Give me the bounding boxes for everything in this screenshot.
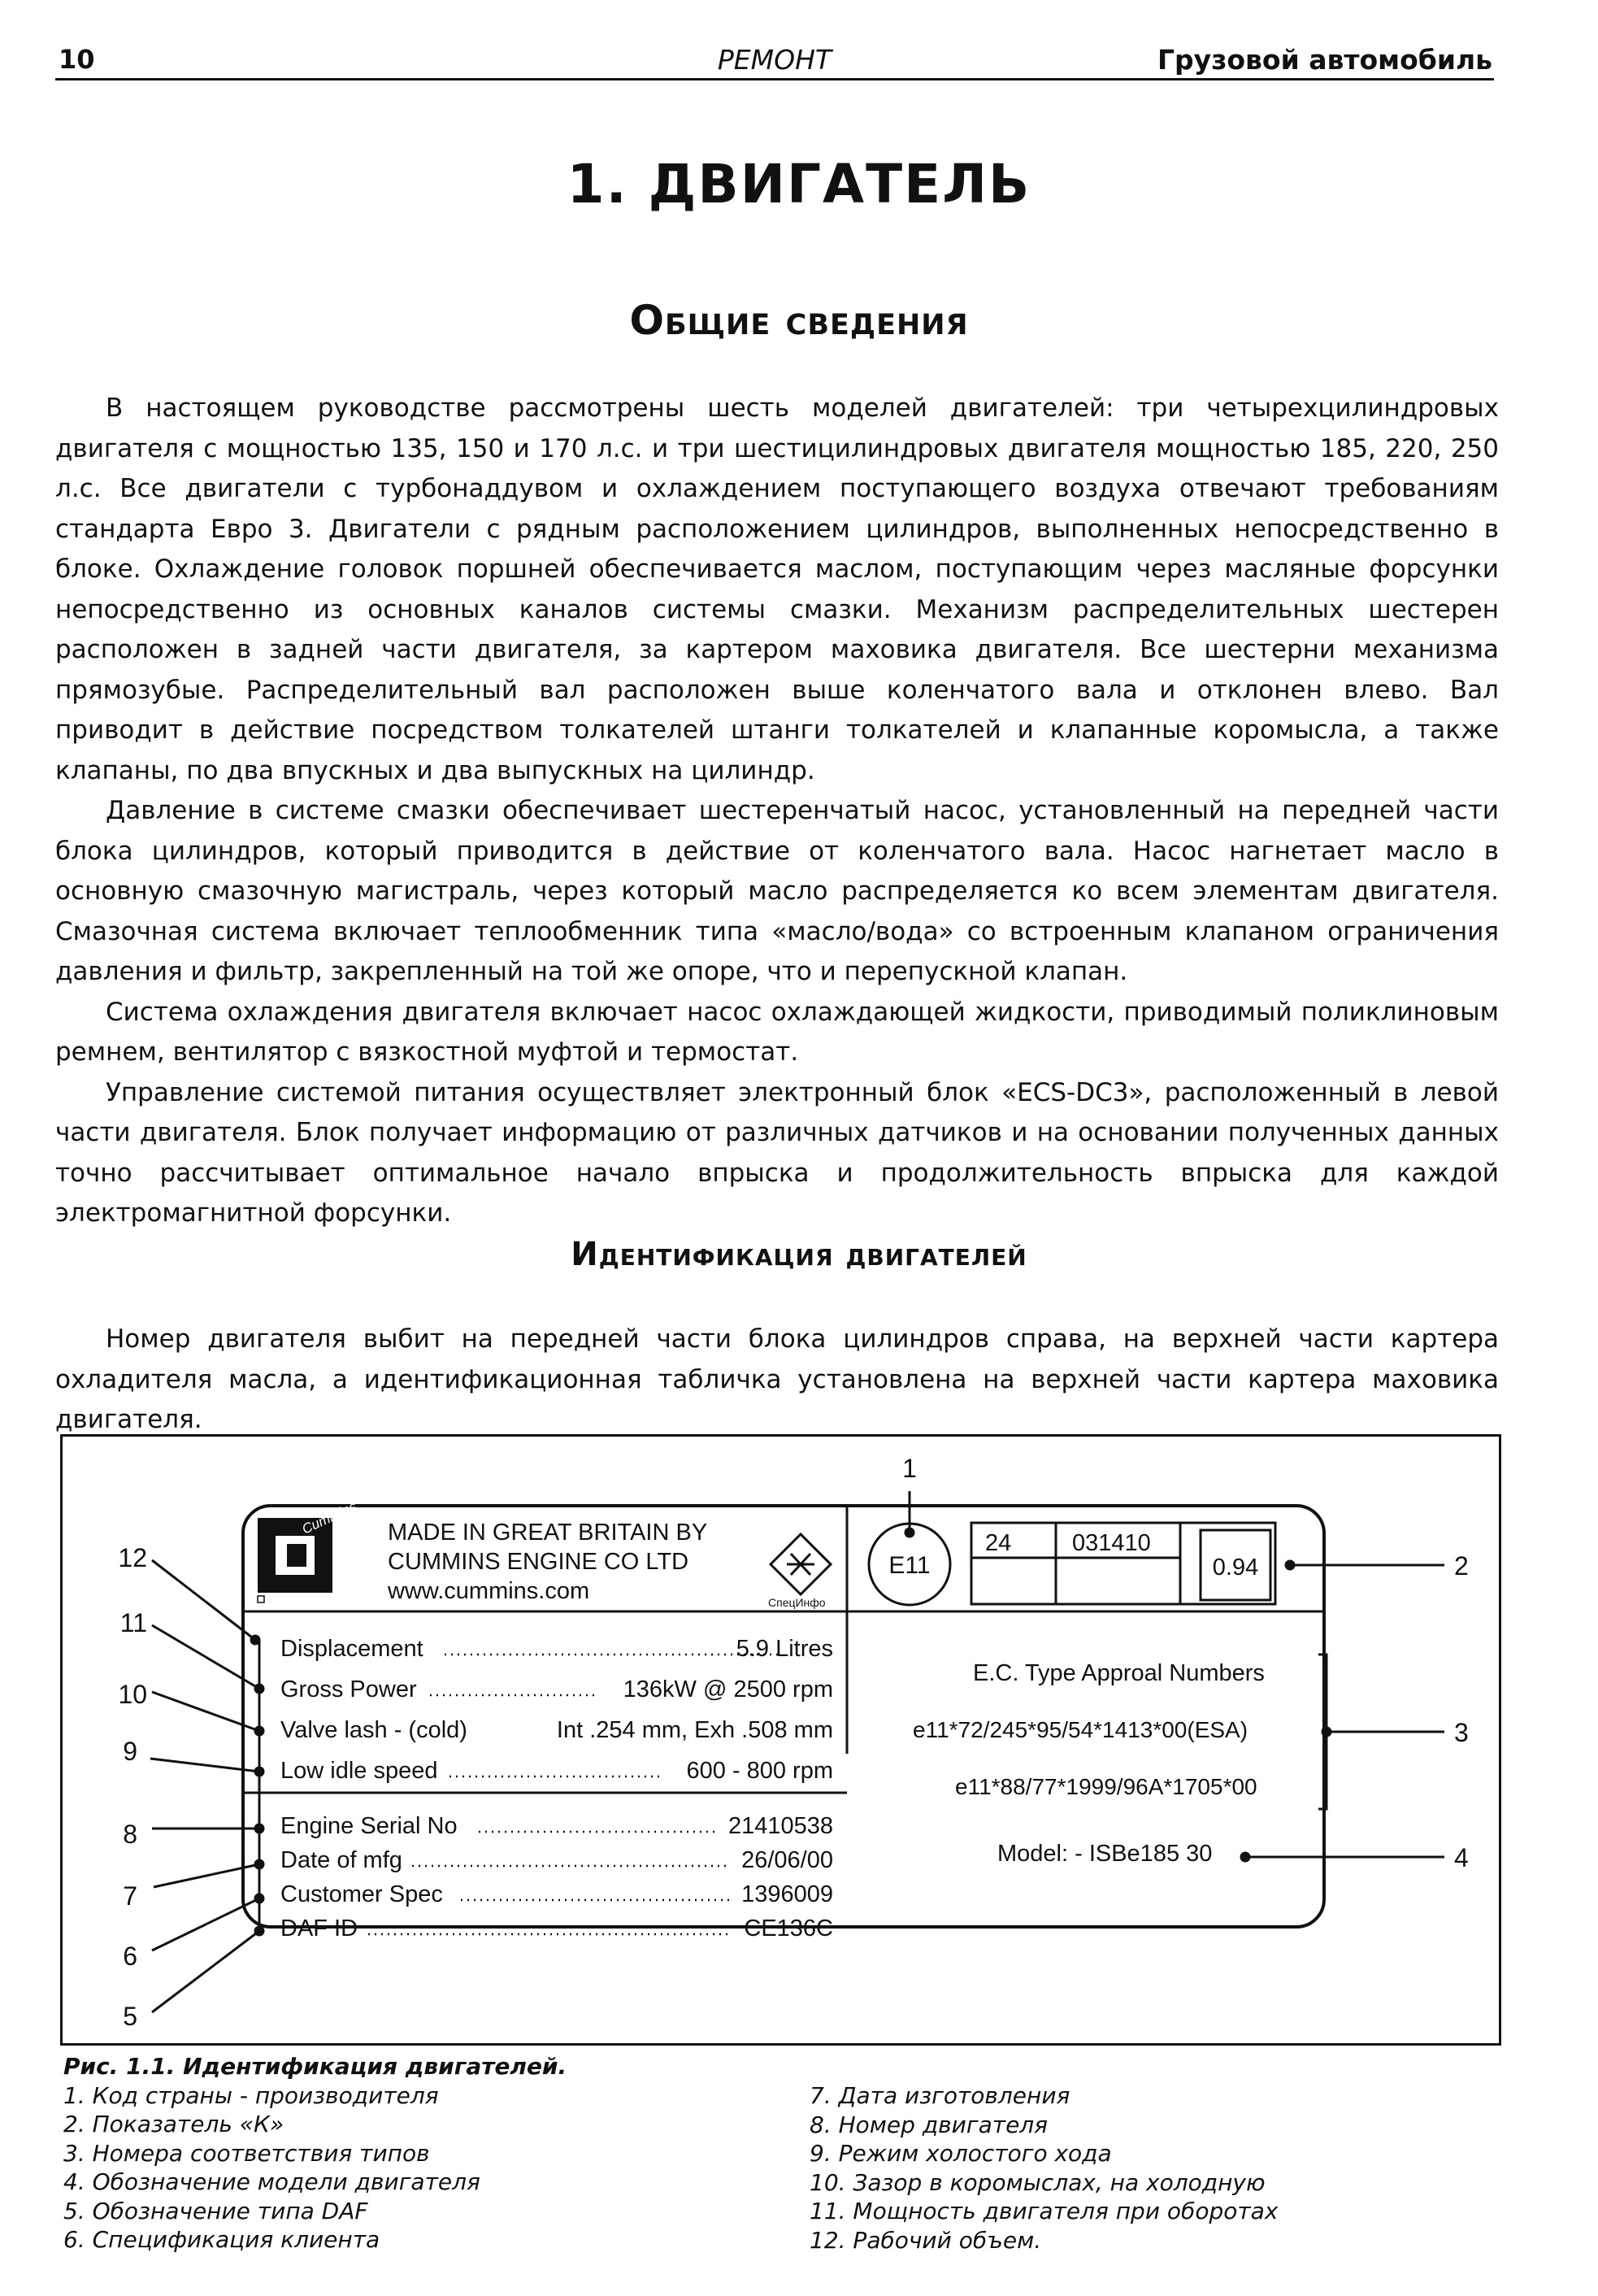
- callout-number: 11: [119, 1608, 147, 1637]
- legend-item: 5. Обозначение типа DAF: [63, 2197, 368, 2224]
- paragraph: Система охлаждения двигателя включает насос охлаждающей жидкости, приводимый поликлиновым ремнем, вентилятор с вязкостной муфтой и термостат.: [55, 997, 1499, 1067]
- callout-number: 2: [1454, 1551, 1469, 1581]
- row-value: 600 - 800 rpm: [686, 1758, 833, 1784]
- callout-number: 1: [902, 1454, 917, 1483]
- legend-item: 7. Дата изготовления: [810, 2082, 1070, 2109]
- legend-item: 3. Номера соответствия типов: [63, 2139, 430, 2167]
- approval-number-1: e11*72/245*95/54*1413*00(ESA): [913, 1717, 1248, 1742]
- legend-item: 2. Показатель «К»: [63, 2111, 284, 2137]
- page-number: 10: [59, 44, 95, 75]
- chapter-title: 1. ДВИГАТЕЛЬ: [567, 153, 1031, 215]
- callout-number: 9: [123, 1737, 137, 1766]
- model-designation: Model: - ISBe185 30: [997, 1841, 1213, 1867]
- section-name: РЕМОНТ: [717, 44, 832, 76]
- legend-item: 1. Код страны - производителя: [63, 2081, 439, 2109]
- legend-item: 10. Зазор в коромыслах, на холодную: [810, 2168, 1266, 2196]
- general-text: [55, 389, 1499, 1234]
- running-header: [55, 42, 1494, 80]
- approval-title: E.C. Type Approal Numbers: [973, 1660, 1265, 1686]
- callout-dot: [905, 1528, 914, 1537]
- callout-dot: [1322, 1728, 1331, 1736]
- maker-line-3: www.cummins.com: [388, 1578, 590, 1604]
- legend-item: 6. Спецификация клиента: [63, 2226, 380, 2253]
- k-value: 0.94: [1212, 1555, 1259, 1581]
- logo-square: [258, 1596, 264, 1602]
- caption-title: Рис. 1.1. Идентификация двигателей.: [63, 2053, 567, 2080]
- row-value: Int .254 mm, Exh .508 mm: [556, 1717, 833, 1743]
- legend-item: 4. Обозначение модели двигателя: [63, 2168, 480, 2195]
- paragraph: В настоящем руководстве рассмотрены шесть моделей двигателей: три четырехцилиндровых двигателя с мощностью 135, 150 и 170 л.с. и три шестицилиндровых двигателя мощностью 185, 220, 250 л.с. Все двигатели с турбонаддувом и охлаждением поступающего воздуха отвечают требованиям стандарта Евро 3. Двигатели с рядным расположением цилиндров, выполненных непосредственно в блоке. Охлаждение головок поршней обеспечивается маслом, поступающим через масляные форсунки непосредственно из основных каналов системы смазки. Механизм распределительных шестерен расположен в задней части двигателя, за картером маховика двигателя. Все шестерни механизма прямозубые. Распределительный вал расположен выше коленчатого вала и отклонен влево. Вал приводит в действие посредством толкателей штанги толкателей и клапанные коромысла, а также клапаны, по два впускных и два выпускных на цилиндр.: [55, 394, 1499, 785]
- row-value: CE136C: [744, 1916, 833, 1942]
- logo-mark: [287, 1544, 306, 1567]
- row-label: Gross Power: [280, 1676, 417, 1702]
- grid-cell-a: 24: [985, 1530, 1012, 1556]
- row-value: 1396009: [741, 1881, 833, 1907]
- row-label: Customer Spec: [280, 1881, 443, 1907]
- row-label: Displacement: [280, 1636, 423, 1662]
- watermark: СпецИнфо: [768, 1596, 826, 1609]
- approval-number-2: e11*88/77*1999/96A*1705*00: [955, 1774, 1257, 1799]
- callout-number: 8: [123, 1820, 137, 1849]
- legend-item: 12. Рабочий объем.: [810, 2226, 1042, 2254]
- paragraph: Номер двигателя выбит на передней части блока цилиндров справа, на верхней части картера охладителя масла, а идентификационная табличка установлена на верхней части картера маховика двигателя.: [55, 1324, 1499, 1434]
- callout-dot: [1241, 1853, 1249, 1861]
- paragraph: Управление системой питания осуществляет электронный блок «ECS-DC3», расположенный в левой части двигателя. Блок получает информацию от различных датчиков и на основании полученных данных точно рассчитывает оптимальное начало впрыска и продолжительность впрыска для каждой электромагнитной форсунки.: [55, 1077, 1499, 1228]
- callout-number: 6: [123, 1942, 137, 1971]
- legend-item: 11. Мощность двигателя при оборотах: [810, 2198, 1279, 2224]
- callout-number: 10: [118, 1680, 147, 1709]
- figure-legend-right: [810, 2081, 1541, 2255]
- identification-text: [55, 1320, 1499, 1441]
- figure-caption: [63, 2052, 795, 2255]
- legend-item: 9. Режим холостого хода: [810, 2140, 1112, 2167]
- callout-number: 5: [123, 2002, 137, 2031]
- plate-rows: [243, 1636, 847, 1942]
- callout-dot: [1286, 1561, 1294, 1569]
- row-label: Engine Serial No: [280, 1813, 458, 1839]
- callout-line: [152, 1560, 255, 1640]
- engine-plate-diagram: [63, 1437, 1504, 2048]
- country-code: E11: [888, 1552, 931, 1579]
- row-label: Valve lash - (cold): [280, 1717, 467, 1743]
- maker-line-1: MADE IN GREAT BRITAIN BY: [388, 1520, 708, 1546]
- book-title: Грузовой автомобиль: [1157, 44, 1492, 76]
- logo-text: Cummins: [299, 1498, 359, 1537]
- identification-heading: Идентификация двигателей: [571, 1236, 1027, 1273]
- paragraph: Давление в системе смазки обеспечивает шестеренчатый насос, установленный на передней части блока цилиндров, который приводится в действие от коленчатого вала. Насос нагнетает масло в основную смазочную магистраль, через который масло распределяется ко всем элементам двигателя. Смазочная система включает теплообменник типа «масло/вода» со встроенным клапаном ограничения давления и фильтр, закрепленный на той же опоре, что и перепускной клапан.: [55, 796, 1499, 986]
- row-value: 5.9 Litres: [736, 1636, 833, 1662]
- legend-item: 8. Номер двигателя: [810, 2111, 1049, 2138]
- general-heading: Общие сведения: [629, 297, 969, 344]
- row-label: Low idle speed: [280, 1758, 438, 1784]
- callout-number: 4: [1454, 1843, 1469, 1872]
- maker-line-2: CUMMINS ENGINE CO LTD: [388, 1549, 689, 1575]
- row-value: 136kW @ 2500 rpm: [623, 1676, 833, 1702]
- figure-frame: [60, 1434, 1501, 2046]
- row-value: 21410538: [727, 1813, 833, 1839]
- grid-cell-b: 031410: [1072, 1530, 1151, 1556]
- callout-number: 12: [118, 1543, 147, 1572]
- row-label: Date of mfg: [280, 1847, 402, 1873]
- callout-number: 7: [123, 1881, 137, 1911]
- callout-number: 3: [1454, 1718, 1469, 1747]
- row-label: DAF ID: [280, 1916, 358, 1942]
- row-value: 26/06/00: [741, 1847, 833, 1873]
